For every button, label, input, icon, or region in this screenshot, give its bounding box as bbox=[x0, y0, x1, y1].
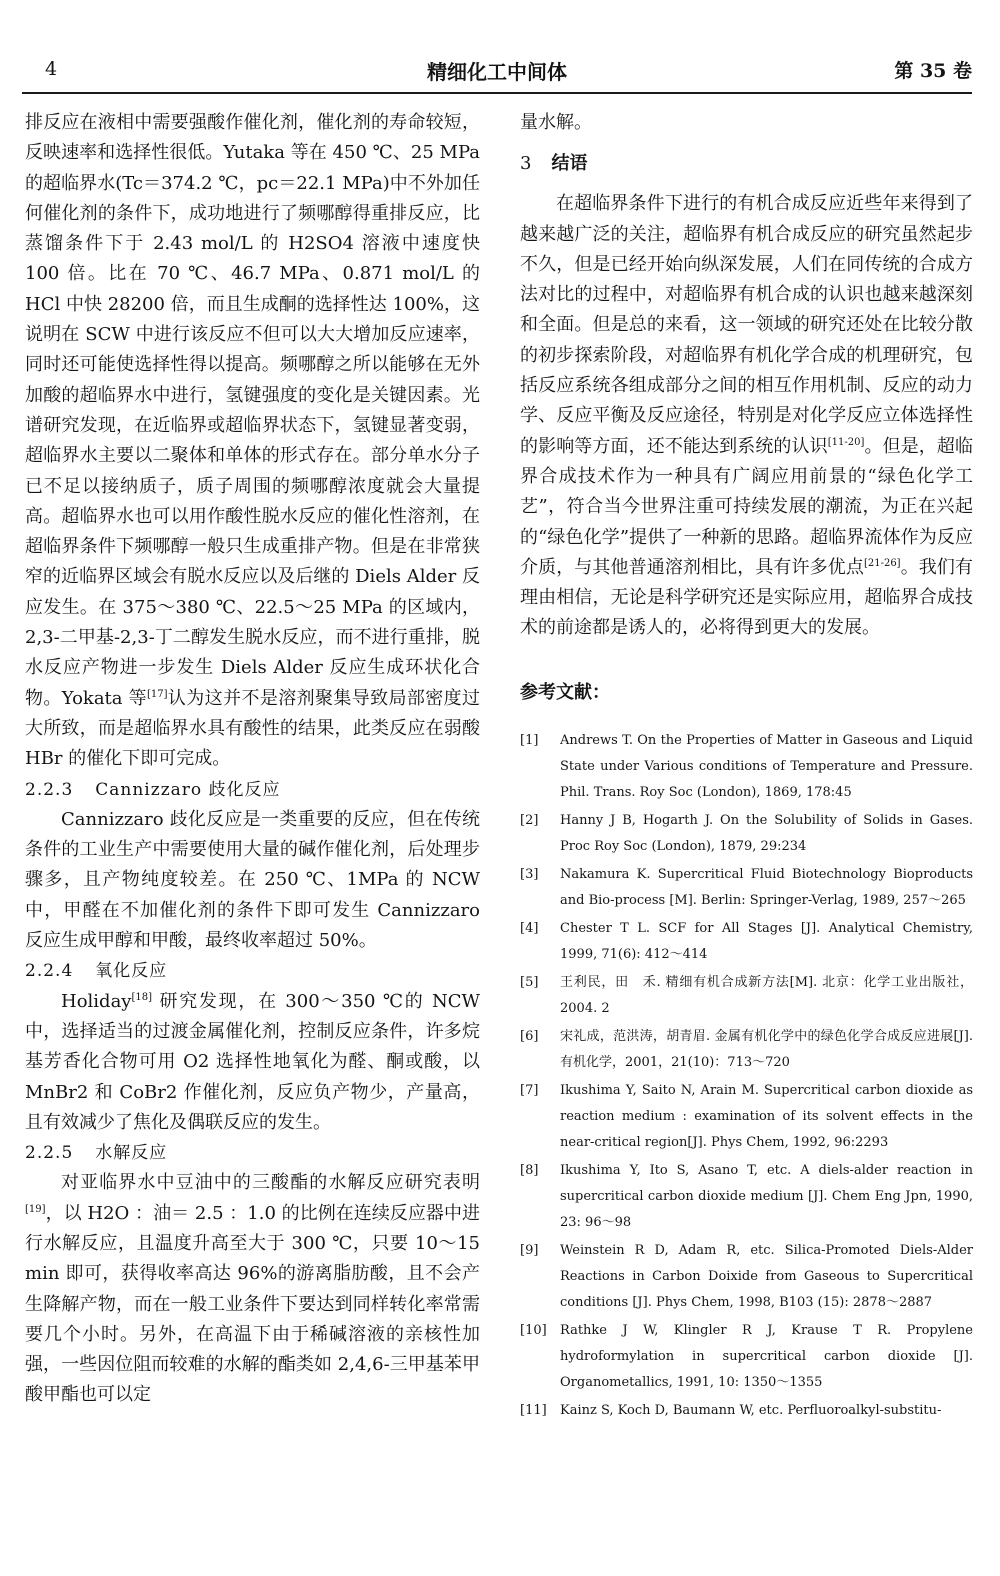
reference-item bbox=[520, 728, 973, 806]
reference-number: [10] bbox=[520, 1322, 547, 1338]
reference-text: Hanny J B, Hogarth J. On the Solubility of Solids in Gases. Proc Roy Soc (London), 1879, 29:234 bbox=[560, 812, 973, 854]
paragraph-oxidation bbox=[25, 987, 480, 1138]
paragraph-text: 对亚临界水中豆油中的三酸酯的水解反应研究表明 bbox=[61, 1172, 480, 1194]
citation-marker: [11-20] bbox=[827, 436, 865, 448]
citation-marker: [21-26] bbox=[863, 557, 901, 569]
reference-item bbox=[520, 1238, 973, 1316]
reference-item bbox=[520, 1398, 973, 1424]
paragraph-text: 。但是，超临界合成技术作为一种具有广阔应用前景的“绿色化学工艺”，符合当今世界注重可持续发展的潮流，为正在兴起的“绿色化学”提供了一种新的思路。超临界流体作为反应介质，与其他普通溶剂相比，具有许多优点 bbox=[520, 435, 974, 578]
reference-text: Chester T L. SCF for All Stages [J]. Analytical Chemistry, 1999, 71(6): 412～414 bbox=[560, 920, 973, 962]
reference-item bbox=[520, 1318, 973, 1396]
references-list bbox=[520, 728, 973, 1424]
section-title: 结语 bbox=[551, 153, 588, 175]
reference-text: Ikushima Y, Saito N, Arain M. Supercritical carbon dioxide as reaction medium : examination of its solvent effects in the near-critical region[J]. Phys Chem, 1992, 96:2293 bbox=[560, 1082, 973, 1150]
reference-text: Nakamura K. Supercritical Fluid Biotechnology Bioproducts and Bio-process [M]. Berlin: Springer-Verlag, 1989, 257～265 bbox=[560, 866, 973, 908]
paragraph-text: 研究发现，在 300～350 ℃的 NCW 中，选择适当的过渡金属催化剂，控制反应条件，许多烷基芳香化合物可用 O2 选择性地氧化为醛、酮或酸，以 MnBr2 和 CoBr2 作催化剂，反应负产物少，产量高，且有效减少了焦化及偶联反应的发生。 bbox=[25, 990, 480, 1133]
reference-text: Weinstein R D, Adam R, etc. Silica-Promoted Diels-Alder Reactions in Carbon Doixide from Gaseous to Supercritical conditions [J]. Phys Chem, 1998, B103 (15): 2878～2887 bbox=[560, 1242, 973, 1310]
reference-text: Kainz S, Koch D, Baumann W, etc. Perfluoroalkyl-substitu- bbox=[560, 1402, 942, 1418]
paragraph-cannizzaro: Cannizzaro 歧化反应是一类重要的反应，但在传统条件的工业生产中需要使用大量的碱作催化剂，后处理步骤多，且产物纯度较差。在 250 ℃、1MPa 的 NCW 中，甲醛在不加催化剂的条件下即可发生 Cannizzaro 反应生成甲醇和甲酸，最终收率超过 50%。 bbox=[25, 808, 480, 952]
reference-number: [6] bbox=[520, 1028, 539, 1044]
section-heading-conclusion bbox=[520, 149, 973, 179]
reference-text: 王利民，田 禾. 精细有机合成新方法[M]. 北京：化学工业出版社，2004. 2 bbox=[560, 974, 973, 1016]
paragraph-text: 在超临界条件下进行的有机合成反应近些年来得到了越来越广泛的关注，超临界有机合成反应的研究虽然起步不久，但是已经开始向纵深发展，人们在同传统的合成方法对比的过程中，对超临界有机合成的认识也越来越深刻和全面。但是总的来看，这一领域的研究还处在比较分散的初步探索阶段，对超临界有机化学合成的机理研究，包括反应系统各组成部分之间的相互作用机制、反应的动力学、反应平衡及反应途径，特别是对化学反应立体选择性的影响等方面，还不能达到系统的认识 bbox=[520, 193, 973, 457]
subsection-number: 2.2.3 bbox=[25, 779, 74, 800]
reference-item bbox=[520, 916, 973, 968]
reference-item bbox=[520, 1158, 973, 1236]
right-column bbox=[520, 108, 973, 1426]
citation-marker: [17] bbox=[147, 688, 168, 700]
reference-text: Rathke J W, Klingler R J, Krause T R. Propylene hydroformylation in supercritical carbon dioxide [J]. Organometallics, 1991, 10: 1350～1355 bbox=[560, 1322, 973, 1390]
reference-item bbox=[520, 862, 973, 914]
reference-text: Andrews T. On the Properties of Matter in Gaseous and Liquid State under Various conditions of Temperature and Pressure. Phil. Trans. Roy Soc (London), 1869, 178:45 bbox=[560, 732, 973, 800]
reference-item bbox=[520, 808, 973, 860]
paragraph-hydrolysis bbox=[25, 1168, 480, 1410]
citation-marker: [18] bbox=[131, 991, 153, 1003]
reference-number: [3] bbox=[520, 866, 539, 882]
subsection-heading-2-2-5 bbox=[25, 1138, 480, 1168]
references-heading: 参考文献： bbox=[520, 681, 610, 703]
subsection-heading-2-2-3 bbox=[25, 775, 480, 805]
reference-number: [5] bbox=[520, 974, 539, 990]
volume-label: 第 35 卷 bbox=[894, 60, 972, 82]
subsection-title: 水解反应 bbox=[95, 1143, 168, 1164]
journal-title: 精细化工中间体 bbox=[427, 60, 567, 84]
section-number: 3 bbox=[520, 153, 532, 175]
paragraph-text: 。我们有理由相信，无论是科学研究还是实际应用，超临界合成技术的前途都是诱人的，必将得到更大的发展。 bbox=[520, 556, 974, 639]
paragraph-text: ，以 H2O ：油＝ 2.5 ：1.0 的比例在连续反应器中进行水解反应，且温度升高至大于 300 ℃，只要 10～15 min 即可，获得收率高达 96%的游离脂肪酸，且不会产生降解产物，而在一般工业条件下要达到同样转化率常需要几个小时。另外，在高温下由于稀碱溶液的亲核性加强，一些因位阻而较难的水解的酯类如 2,4,6-三甲基苯甲酸甲酯也可以定 bbox=[25, 1202, 480, 1406]
reference-text: Ikushima Y, Ito S, Asano T, etc. A diels-alder reaction in supercritical carbon dioxide medium [J]. Chem Eng Jpn, 1990, 23: 96～98 bbox=[560, 1162, 973, 1230]
paragraph-text: 排反应在液相中需要强酸作催化剂，催化剂的寿命较短，反映速率和选择性很低。Yutaka 等在 450 ℃、25 MPa 的超临界水(Tc＝374.2 ℃，pc＝22.1 MPa)中不外加任何催化剂的条件下，成功地进行了频哪醇得重排反应，比蒸馏条件下于 2.43 mol/L 的 H2SO4 溶液中速度快 100 倍。比在 70 ℃、46.7 MPa、0.871 mol/L 的 HCl 中快 28200 倍，而且生成酮的选择性达 100%，这说明在 SCW 中进行该反应不但可以大大增加反应速率，同时还可能使选择性得以提高。频哪醇之所以能够在无外加酸的超临界水中进行，氢键强度的变化是关键因素。光谱研究发现，在近临界或超临界状态下，氢键显著变弱，超临界水主要以二聚体和单体的形式存在。部分单水分子已不足以接纳质子，质子周围的频哪醇浓度就会大量提高。超临界水也可以用作酸性脱水反应的催化性溶剂，在超临界条件下频哪醇一般只生成重排产物。但是在非常狭窄的近临界区域会有脱水反应以及后继的 Diels Alder 反应发生。在 375～380 ℃、22.5～25 MPa 的区域内，2,3-二甲基-2,3-丁二醇发生脱水反应，而不进行重排，脱水反应产物进一步发生 Diels Alder 反应生成环状化合物。Yokata 等 bbox=[25, 112, 480, 709]
subsection-number: 2.2.4 bbox=[25, 961, 74, 982]
reference-text: 宋礼成，范洪涛，胡青眉. 金属有机化学中的绿色化学合成反应进展[J]. 有机化学，2001，21(10)：713～720 bbox=[560, 1028, 973, 1070]
reference-number: [11] bbox=[520, 1402, 547, 1418]
running-header bbox=[22, 52, 972, 94]
paragraph-text: Holiday bbox=[61, 990, 132, 1012]
subsection-number: 2.2.5 bbox=[25, 1143, 74, 1164]
reference-number: [7] bbox=[520, 1082, 539, 1098]
paragraph-continuation: 量水解。 bbox=[520, 112, 592, 133]
page-number: 4 bbox=[45, 58, 58, 80]
paragraph-conclusion bbox=[520, 189, 973, 643]
subsection-title: 氧化反应 bbox=[95, 961, 168, 982]
paragraph-text: 认为这并不是溶剂聚集导致局部密度过大所致，而是超临界水具有酸性的结果，此类反应在弱酸 HBr 的催化下即可完成。 bbox=[25, 687, 481, 770]
paragraph-pinacol-rearrangement bbox=[25, 108, 480, 775]
reference-item bbox=[520, 1024, 973, 1076]
subsection-heading-2-2-4 bbox=[25, 956, 480, 986]
citation-marker: [19] bbox=[25, 1203, 46, 1215]
reference-item bbox=[520, 970, 973, 1022]
reference-number: [2] bbox=[520, 812, 539, 828]
reference-number: [9] bbox=[520, 1242, 539, 1258]
subsection-title: Cannizzaro 歧化反应 bbox=[95, 779, 281, 800]
reference-number: [4] bbox=[520, 920, 539, 936]
reference-item bbox=[520, 1078, 973, 1156]
left-column bbox=[25, 108, 480, 1411]
reference-number: [8] bbox=[520, 1162, 539, 1178]
reference-number: [1] bbox=[520, 732, 539, 748]
